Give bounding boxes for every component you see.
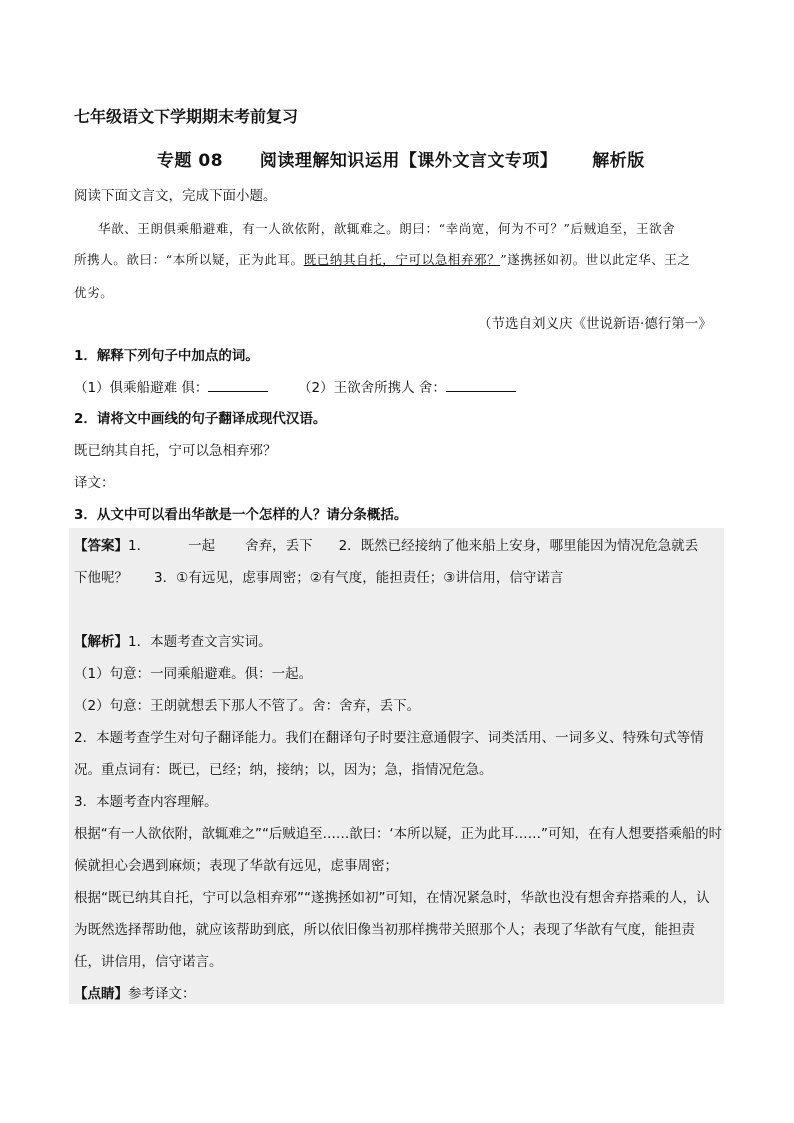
analysis-line-1: 【解析】1．本题考查文言实词。 <box>74 634 272 650</box>
question-1-part-2: （2）王欲舍所携人 舍： <box>298 377 516 398</box>
question-2-sentence: 既已纳其自托，宁可以急相弃邪？ <box>74 443 277 459</box>
question-1-part-1: （1）俱乘船避难 俱： <box>74 377 268 398</box>
subtitle-topic-number: 专题 08 <box>157 151 224 171</box>
analysis-line-7: 根据“有一人欲依附，歆辄难之”“后贼追至……歆曰：‘本所以疑，正为此耳……”可知，在有人想要搭乘船的时 <box>74 826 723 842</box>
question-1: 1．解释下列句子中加点的词。 <box>74 348 259 364</box>
analysis-line-5: 况。重点词有：既已，已经；纳，接纳；以，因为；急，指情况危急。 <box>74 762 493 778</box>
tip-line: 【点睛】参考译文： <box>74 986 196 1002</box>
analysis-label: 【解析】 <box>74 634 128 650</box>
passage-line-1: 华歆、王朗俱乘船避难，有一人欲依附，歆辄难之。朗曰：“幸尚宽，何为不可？”后贼追至，王欲舍 <box>98 221 676 236</box>
passage-line-2: 所携人。歆曰：“本所以疑，正为此耳。既已纳其自托，宁可以急相弃邪？”遂携拯如初。世以此定华、王之 <box>74 252 691 267</box>
document-subtitle <box>157 146 645 171</box>
analysis-line-6: 3．本题考查内容理解。 <box>74 794 218 810</box>
answer-label: 【答案】 <box>74 538 128 554</box>
analysis-line-11: 任，讲信用，信守诺言。 <box>74 954 223 970</box>
analysis-line-4: 2．本题考查学生对句子翻译能力。我们在翻译句子时要注意通假字、词类活用、一词多义、特殊句式等情 <box>74 730 704 746</box>
analysis-line-8: 候就担心会遇到麻烦；表现了华歆有远见，虑事周密； <box>74 858 398 874</box>
subtitle-version: 解析版 <box>592 151 645 171</box>
passage-source: （节选自刘义庆《世说新语·德行第一》 <box>478 316 712 332</box>
instruction-text: 阅读下面文言文，完成下面小题。 <box>74 188 277 204</box>
question-3: 3．从文中可以看出华歆是一个怎样的人？请分条概括。 <box>74 507 408 523</box>
question-2: 2．请将文中画线的句子翻译成现代汉语。 <box>74 411 327 427</box>
analysis-line-2: （1）句意：一同乘船避难。俱：一起。 <box>74 666 313 682</box>
analysis-line-3: （2）句意：王朗就想丢下那人不管了。舍：舍弃，丢下。 <box>74 698 421 714</box>
subtitle-topic-name: 阅读理解知识运用【课外文言文专项】 <box>259 151 558 171</box>
analysis-line-10: 为既然选择帮助他，就应该帮助到底，所以依旧像当初那样携带关照那个人；表现了华歆有气度，能担责 <box>74 922 695 938</box>
translation-label: 译文： <box>74 475 115 491</box>
answer-line-2: 下他呢？ 3．①有远见，虑事周密；②有气度，能担责任；③讲信用，信守诺言 <box>74 570 564 586</box>
passage-line-3: 优劣。 <box>74 285 114 300</box>
analysis-line-9: 根据“既已纳其自托，宁可以急相弃邪”“遂携拯如初”可知，在情况紧急时，华歆也没有想舍弃搭乘的人，认 <box>74 890 710 906</box>
underlined-sentence: 既已纳其自托，宁可以急相弃邪？ <box>303 252 501 267</box>
answer-line-1: 【答案】1． 一起 舍弃，丢下 2．既然已经接纳了他来船上安身，哪里能因为情况危急就丢 <box>74 538 699 554</box>
tip-label: 【点睛】 <box>74 986 128 1002</box>
document-title: 七年级语文下学期期末考前复习 <box>74 107 299 126</box>
answer-blank-1[interactable] <box>208 377 268 392</box>
answer-blank-2[interactable] <box>446 377 516 392</box>
